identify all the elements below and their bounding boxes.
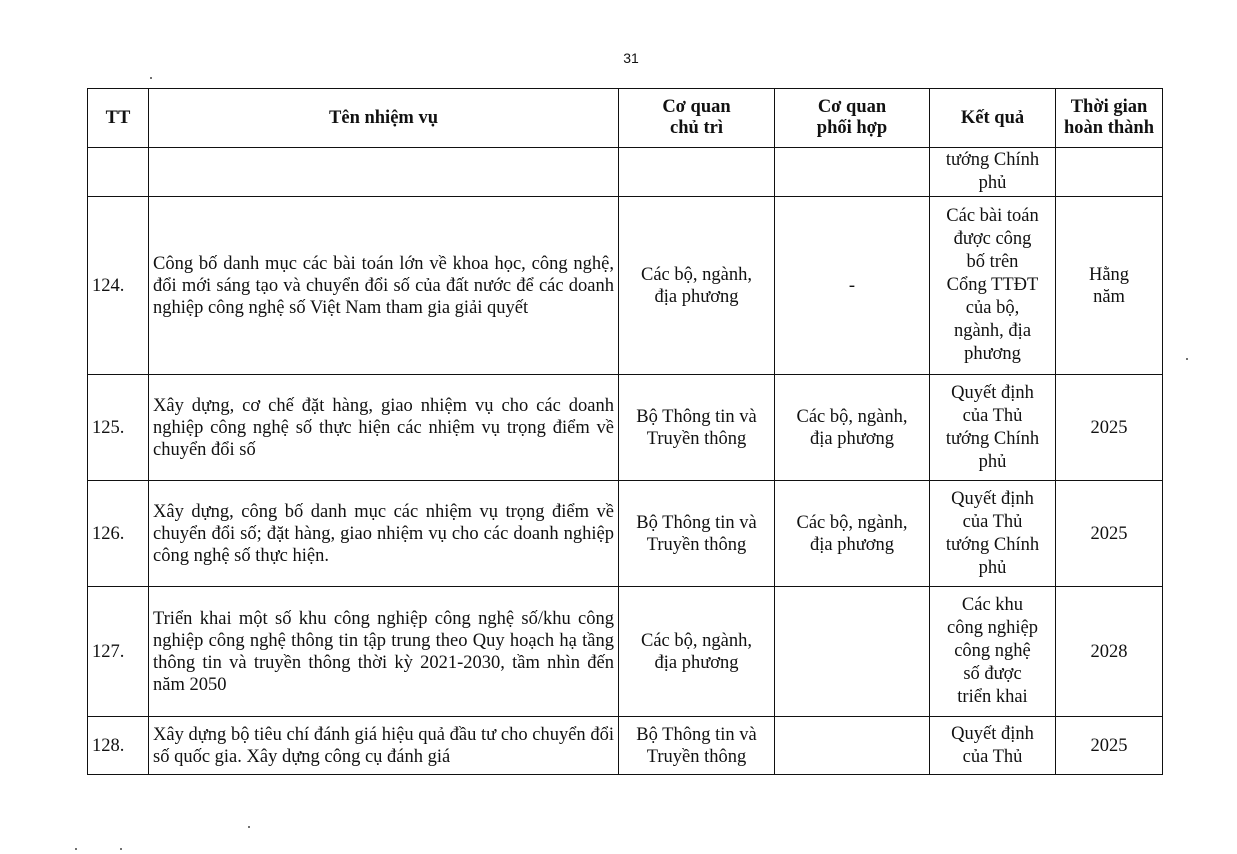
result-cell: Các khu công nghiệp công nghệ số được triển khai <box>930 587 1056 717</box>
result-cell: Quyết định của Thủ tướng Chính phủ <box>930 375 1056 481</box>
tt-cell: 128. <box>88 717 149 775</box>
scan-speck <box>1186 358 1188 360</box>
lead-cell: Các bộ, ngành, địa phương <box>619 587 775 717</box>
time-cell: 2028 <box>1056 587 1163 717</box>
tt-cell <box>88 148 149 197</box>
task-cell: Triển khai một số khu công nghiệp công nghệ số/khu công nghiệp công nghệ thông tin tập trung theo Quy hoạch hạ tầng thông tin và truyền thông thời kỳ 2021-2030, tầm nhìn đến năm 2050 <box>149 587 619 717</box>
task-table <box>87 88 1163 775</box>
time-cell: 2025 <box>1056 481 1163 587</box>
header-lead-agency: Cơ quan chủ trì <box>619 89 775 148</box>
task-cell: Công bố danh mục các bài toán lớn về khoa học, công nghệ, đổi mới sáng tạo và chuyển đổi số của đất nước để các doanh nghiệp công nghệ số Việt Nam tham gia giải quyết <box>149 197 619 375</box>
result-cell: tướng Chính phủ <box>930 148 1056 197</box>
task-cell: Xây dựng, công bố danh mục các nhiệm vụ trọng điểm về chuyển đổi số; đặt hàng, giao nhiệm vụ cho các doanh nghiệp công nghệ số thực hiện. <box>149 481 619 587</box>
table-row <box>88 197 1163 375</box>
coordinating-cell: - <box>775 197 930 375</box>
result-cell: Quyết định của Thủ <box>930 717 1056 775</box>
coordinating-cell: Các bộ, ngành, địa phương <box>775 375 930 481</box>
scan-speck <box>75 848 77 850</box>
coordinating-cell <box>775 148 930 197</box>
task-cell: Xây dựng, cơ chế đặt hàng, giao nhiệm vụ cho các doanh nghiệp công nghệ số thực hiện các nhiệm vụ trọng điểm về chuyển đổi số <box>149 375 619 481</box>
time-cell: 2025 <box>1056 375 1163 481</box>
header-tt: TT <box>88 89 149 148</box>
time-cell <box>1056 148 1163 197</box>
result-cell: Quyết định của Thủ tướng Chính phủ <box>930 481 1056 587</box>
tt-cell: 125. <box>88 375 149 481</box>
table-row <box>88 587 1163 717</box>
header-completion-time: Thời gian hoàn thành <box>1056 89 1163 148</box>
lead-cell: Bộ Thông tin và Truyền thông <box>619 717 775 775</box>
task-cell <box>149 148 619 197</box>
lead-cell: Bộ Thông tin và Truyền thông <box>619 375 775 481</box>
time-cell: 2025 <box>1056 717 1163 775</box>
scan-speck <box>120 848 122 850</box>
continuation-row <box>88 148 1163 197</box>
tt-cell: 126. <box>88 481 149 587</box>
lead-cell <box>619 148 775 197</box>
header-row <box>88 89 1163 148</box>
tt-cell: 127. <box>88 587 149 717</box>
page-number: 31 <box>623 50 639 66</box>
result-cell: Các bài toán được công bố trên Cổng TTĐT của bộ, ngành, địa phương <box>930 197 1056 375</box>
table-row <box>88 717 1163 775</box>
time-cell: Hằng năm <box>1056 197 1163 375</box>
tt-cell: 124. <box>88 197 149 375</box>
header-result: Kết quả <box>930 89 1056 148</box>
header-task-name: Tên nhiệm vụ <box>149 89 619 148</box>
lead-cell: Bộ Thông tin và Truyền thông <box>619 481 775 587</box>
lead-cell: Các bộ, ngành, địa phương <box>619 197 775 375</box>
scan-speck <box>248 826 250 828</box>
scan-speck <box>150 77 152 79</box>
header-coordinating-agency: Cơ quan phối hợp <box>775 89 930 148</box>
table-row <box>88 481 1163 587</box>
task-cell: Xây dựng bộ tiêu chí đánh giá hiệu quả đầu tư cho chuyển đổi số quốc gia. Xây dựng công cụ đánh giá <box>149 717 619 775</box>
coordinating-cell <box>775 587 930 717</box>
coordinating-cell: Các bộ, ngành, địa phương <box>775 481 930 587</box>
coordinating-cell <box>775 717 930 775</box>
table-row <box>88 375 1163 481</box>
